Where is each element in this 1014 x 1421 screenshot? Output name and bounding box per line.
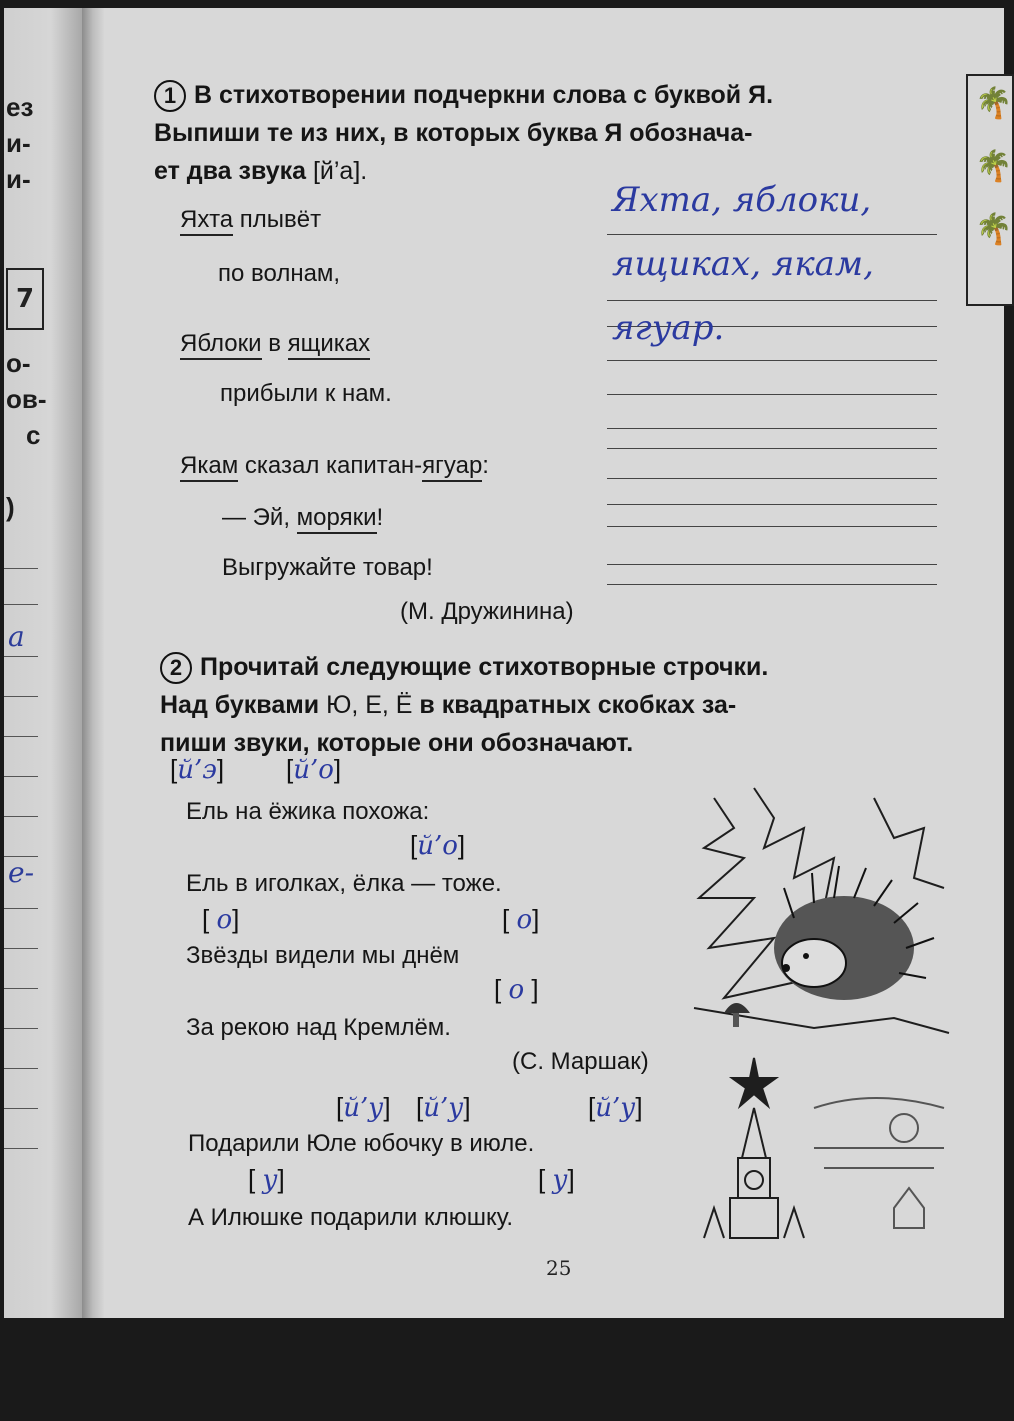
left-fragment: о- [6, 348, 31, 378]
task2-author: (С. Маршак) [512, 1048, 649, 1075]
poem-text: — Эй, [222, 504, 297, 531]
left-line [4, 656, 38, 657]
left-line [4, 948, 38, 949]
left-fragment: ез [6, 92, 34, 122]
sound-bracket: [й’у] [336, 1092, 391, 1123]
sound-bracket: [ о] [202, 904, 240, 935]
writing-line [607, 234, 937, 235]
left-line [4, 1108, 38, 1109]
task1-poem-line [220, 380, 392, 408]
left-fragment: с [26, 420, 41, 450]
task1-poem-line [222, 504, 383, 532]
city-skyline [814, 1098, 944, 1228]
underlined-word: ящиках [288, 330, 371, 360]
left-line [4, 776, 38, 777]
underlined-word: Яблоки [180, 330, 262, 360]
page-number: 25 [546, 1256, 572, 1280]
star-icon [732, 1058, 776, 1106]
writing-line [607, 428, 937, 429]
left-line [4, 736, 38, 737]
kremlin-tower [704, 1058, 804, 1238]
sound-bracket: [ у] [248, 1164, 285, 1195]
poem-text: прибыли к нам. [220, 380, 392, 407]
writing-line [607, 394, 937, 395]
left-line [4, 816, 38, 817]
hedgehog [774, 866, 934, 1000]
poem-text: сказал капитан- [238, 452, 423, 479]
palm-icon: 🌴 [975, 212, 1013, 247]
sound-bracket: [й’о] [286, 754, 342, 785]
sound-bracket: [ о ] [494, 974, 539, 1005]
left-line [4, 1028, 38, 1029]
mushroom-icon [724, 1003, 750, 1027]
task1-poem-line [218, 260, 340, 288]
task1-poem-line [180, 330, 370, 358]
palm-icon: 🌴 [975, 86, 1013, 121]
left-fragment: и- [6, 164, 31, 194]
answer-line-1: Яхта, яблоки, [612, 180, 872, 220]
sound-bracket: [ о] [502, 904, 540, 935]
task1-poem-line [222, 554, 433, 582]
left-line [4, 696, 38, 697]
hedgehog-kremlin-illustration [694, 788, 954, 1248]
underlined-word: Якам [180, 452, 238, 482]
writing-line [607, 564, 937, 565]
left-line [4, 908, 38, 909]
writing-line [607, 526, 937, 527]
task2-number: 2 [160, 652, 192, 684]
answer-line-2: ящиках, якам, [612, 244, 874, 284]
sound-bracket: [й’о] [410, 830, 466, 861]
task2-poem-line: Ель на ёжика похожа: [186, 798, 430, 825]
writing-line [607, 584, 937, 585]
workbook-page [4, 8, 1013, 1318]
task1-poem-line [180, 452, 489, 480]
underlined-word: моряки [297, 504, 377, 534]
left-fragment: ов- [6, 384, 47, 414]
left-number-box: 7 [6, 268, 44, 330]
task2-poem-line: Звёзды видели мы днём [186, 942, 460, 969]
left-page-edge [4, 8, 82, 1318]
left-line [4, 604, 38, 605]
writing-line [607, 504, 937, 505]
poem-text: плывёт [233, 206, 322, 233]
task1-author: (М. Дружинина) [400, 598, 574, 625]
left-handwriting: е- [8, 856, 35, 889]
task1-instruction: 1 В стихотворении подчеркни слова с буквой Я. Выпиши те из них, в которых буква Я обознача- ет два звука [й’а]. [154, 81, 774, 185]
task2-poem-line: А Илюшке подарили клюшку. [188, 1204, 514, 1231]
left-fragment: ) [6, 492, 15, 522]
left-fragment: и- [6, 128, 31, 158]
left-line [4, 1148, 38, 1149]
underlined-word: ягуар [422, 452, 482, 482]
left-line [4, 1068, 38, 1069]
writing-line [607, 300, 937, 301]
task2-poem-line: За рекою над Кремлём. [186, 1014, 451, 1041]
sound-bracket: [й’у] [416, 1092, 471, 1123]
poem-text: по волнам, [218, 260, 341, 287]
writing-line [607, 478, 937, 479]
writing-line [607, 360, 937, 361]
left-line [4, 988, 38, 989]
poem-text: : [482, 452, 489, 479]
task2-poem-line: Подарили Юле юбочку в июле. [188, 1130, 535, 1157]
task2-poem-line: Ель в иголках, ёлка — тоже. [186, 870, 502, 897]
sound-bracket: [й’у] [588, 1092, 643, 1123]
task1-number: 1 [154, 80, 186, 112]
left-handwriting: а [8, 620, 25, 653]
answer-line-3: ягуар. [612, 308, 725, 348]
poem-text: в [261, 330, 288, 357]
palm-icon: 🌴 [975, 149, 1013, 184]
sound-bracket: [ у] [538, 1164, 575, 1195]
underlined-word: Яхта [180, 206, 233, 236]
sound-bracket: [й’э] [170, 754, 225, 785]
writing-line [607, 448, 937, 449]
poem-text: Выгружайте товар! [222, 554, 433, 581]
difficulty-marker [966, 74, 1014, 306]
task1-poem-line [180, 206, 321, 234]
book-spine [82, 8, 104, 1318]
task2-instruction: 2 Прочитай следующие стихотворные строчки. Над буквами Ю, Е, Ё в квадратных скобках за- пиши звуки, которые они обозначают. [160, 653, 769, 757]
poem-text: ! [376, 504, 384, 531]
left-line [4, 568, 38, 569]
